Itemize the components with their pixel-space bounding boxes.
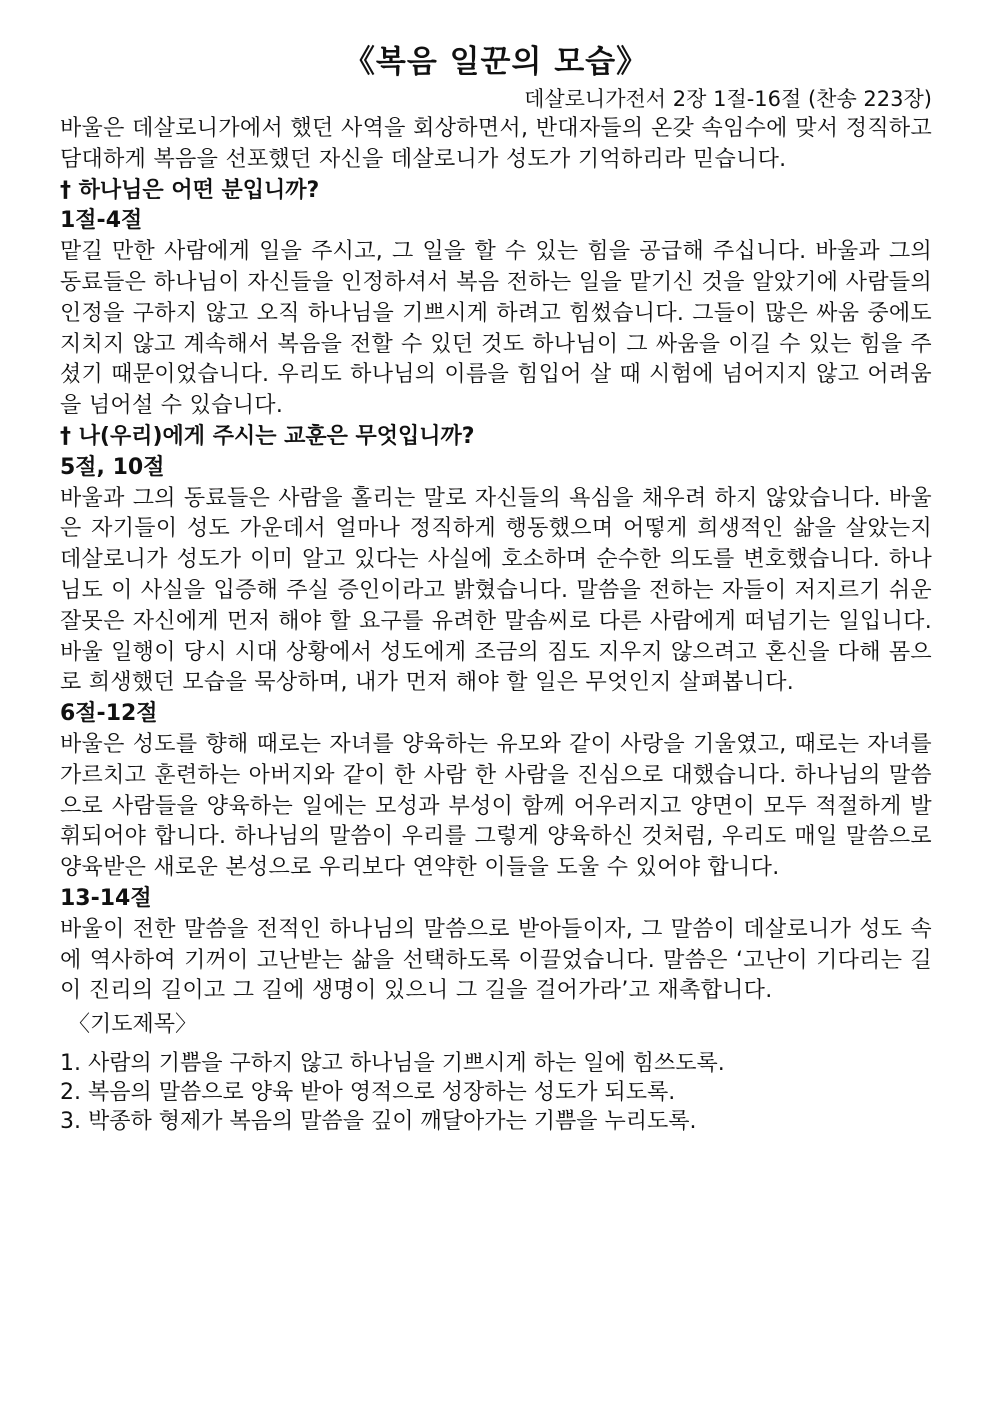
section-paragraph-4: 바울이 전한 말씀을 전적인 하나님의 말씀으로 받아들이자, 그 말씀이 데살로니가 성도 속에 역사하여 기꺼이 고난받는 삶을 선택하도록 이끌었습니다. 말씀은 ‘고난이 기다리는 길이 진리의 길이고 그 길에 생명이 있으니 그 길을 걸어가라’고 재촉합니다. <box>60 916 932 1004</box>
section-paragraph-3: 바울은 성도를 향해 때로는 자녀를 양육하는 유모와 같이 사랑을 기울였고, 때로는 자녀를 가르치고 훈련하는 아버지와 같이 한 사람 한 사람을 진심으로 대했습니다. 하나님의 말씀으로 사람들을 양육하는 일에는 모성과 부성이 함께 어우러지고 양면이 모두 적절하게 발휘되어야 합니다. 하나님의 말씀이 우리를 그렇게 양육하신 것처럼, 우리도 매일 말씀으로 양육받은 새로운 본성으로 우리보다 연약한 이들을 도울 수 있어야 합니다. <box>60 731 932 881</box>
prayer-item: 2. 복음의 말씀으로 양육 받아 영적으로 성장하는 성도가 되도록. <box>60 1080 676 1106</box>
section-paragraph-1: 맡길 만한 사람에게 일을 주시고, 그 일을 할 수 있는 힘을 공급해 주십니다. 바울과 그의 동료들은 하나님이 자신들을 인정하셔서 복음 전하는 일을 맡기신 것을 알았기에 사람들의 인정을 구하지 않고 오직 하나님을 기쁘시게 하려고 힘썼습니다. 그들이 많은 싸움 중에도 지치지 않고 계속해서 복음을 전할 수 있던 것도 하나님이 그 싸움을 이길 수 있는 힘을 주셨기 때문이었습니다. 우리도 하나님의 이름을 힘입어 살 때 시험에 넘어지지 않고 어려움을 넘어설 수 있습니다. <box>60 239 932 419</box>
intro-paragraph: 바울은 데살로니가에서 했던 사역을 회상하면서, 반대자들의 온갖 속임수에 맞서 정직하고 담대하게 복음을 선포했던 자신을 데살로니가 성도가 기억하리라 믿습니다. <box>60 116 932 172</box>
prayer-title: 〈기도제목〉 <box>68 1012 198 1038</box>
verse-range-4: 13-14절 <box>60 885 152 911</box>
document-page <box>60 40 932 1136</box>
section-heading-god: † 하나님은 어떤 분입니까? <box>60 177 320 203</box>
section-paragraph-2: 바울과 그의 동료들은 사람을 홀리는 말로 자신들의 욕심을 채우려 하지 않았습니다. 바울은 자기들이 성도 가운데서 얼마나 정직하게 행동했으며 어떻게 희생적인 삶을 살았는지 데살로니가 성도가 이미 알고 있다는 사실에 호소하며 순수한 의도를 변호했습니다. 하나님도 이 사실을 입증해 주실 증인이라고 밝혔습니다. 말씀을 전하는 자들이 저지르기 쉬운 잘못은 자신에게 먼저 해야 할 요구를 유려한 말솜씨로 다른 사람에게 떠넘기는 일입니다. 바울 일행이 당시 시대 상황에서 성도에게 조금의 짐도 지우지 않으려고 혼신을 다해 몸으로 희생했던 모습을 묵상하며, 내가 먼저 해야 할 일은 무엇인지 살펴봅니다. <box>60 485 932 696</box>
prayer-list <box>60 1049 932 1136</box>
section-heading-lesson: † 나(우리)에게 주시는 교훈은 무엇입니까? <box>60 423 475 449</box>
scripture-reference: 데살로니가전서 2장 1절-16절 (찬송 223장) <box>524 87 932 111</box>
document-title: 《복음 일꾼의 모습》 <box>343 44 649 80</box>
verse-range-2: 5절, 10절 <box>60 454 165 480</box>
verse-range-1: 1절-4절 <box>60 208 143 234</box>
prayer-item: 3. 박종하 형제가 복음의 말씀을 깊이 깨달아가는 기쁨을 누리도록. <box>60 1109 697 1135</box>
prayer-item: 1. 사람의 기쁨을 구하지 않고 하나님을 기쁘시게 하는 일에 힘쓰도록. <box>60 1051 725 1077</box>
verse-range-3: 6절-12절 <box>60 701 158 727</box>
